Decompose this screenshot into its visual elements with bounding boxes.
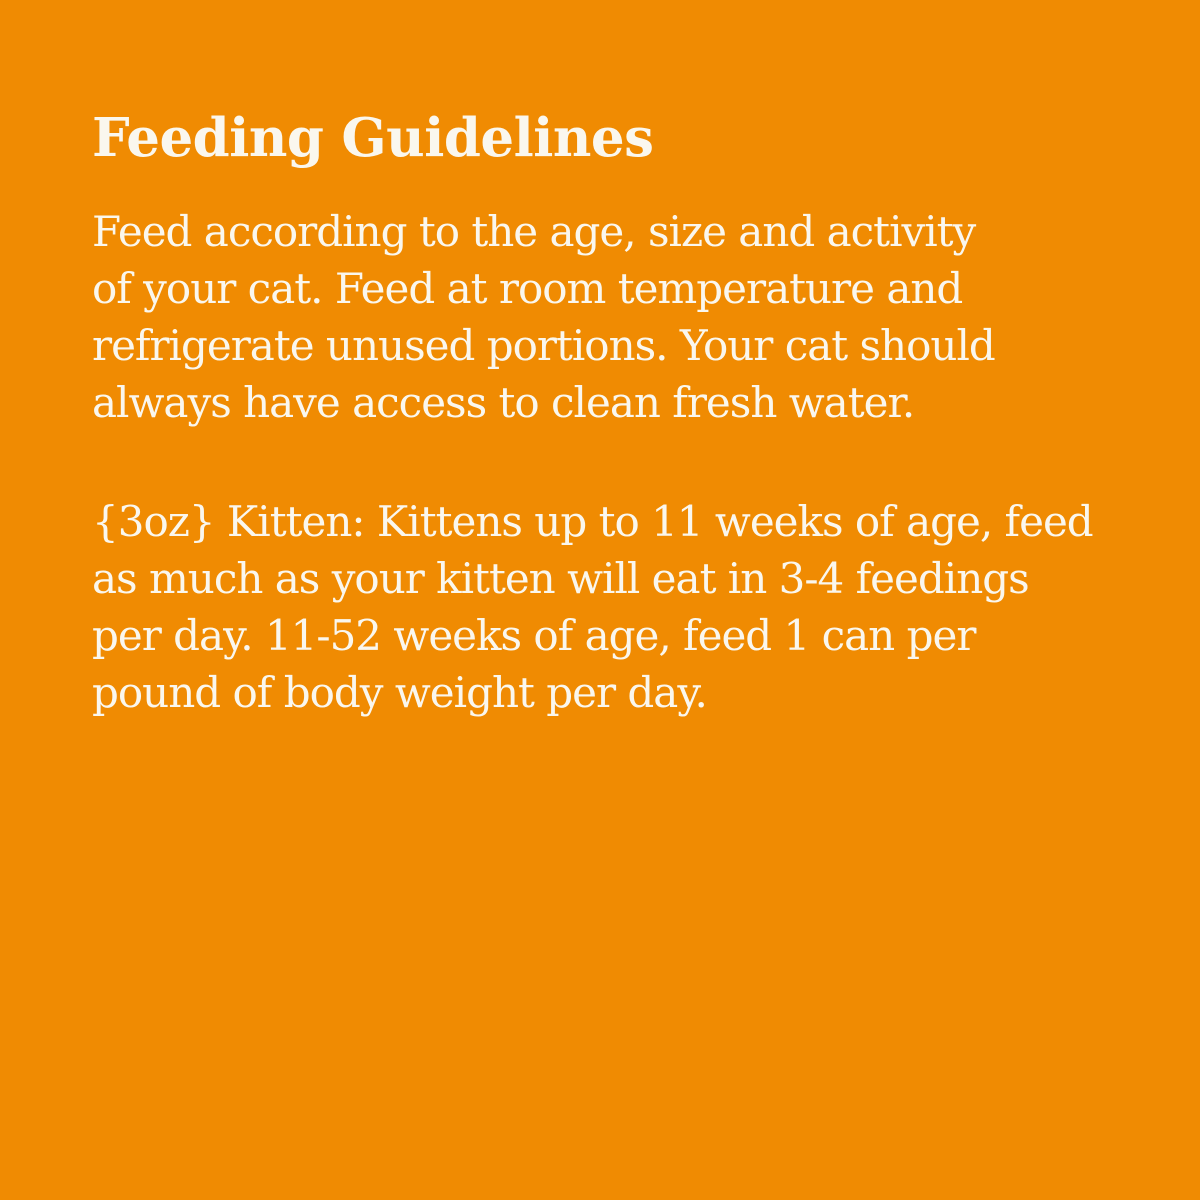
paragraph-line: Feed according to the age, size and activity — [92, 206, 976, 256]
paragraph-line: {3oz} Kitten: Kittens up to 11 weeks of age, feed — [92, 496, 1093, 546]
page-title: Feeding Guidelines — [92, 107, 654, 169]
paragraph-line: refrigerate unused portions. Your cat should — [92, 320, 995, 370]
paragraph-line: always have access to clean fresh water. — [92, 377, 915, 427]
paragraph-line: as much as your kitten will eat in 3-4 feedings — [92, 553, 1029, 603]
paragraph-line: of your cat. Feed at room temperature and — [92, 263, 963, 313]
intro-paragraph — [92, 203, 1130, 431]
paragraph-line: pound of body weight per day. — [92, 667, 707, 717]
kitten-feeding-paragraph — [92, 493, 1130, 721]
paragraph-line: per day. 11-52 weeks of age, feed 1 can per — [92, 610, 976, 660]
